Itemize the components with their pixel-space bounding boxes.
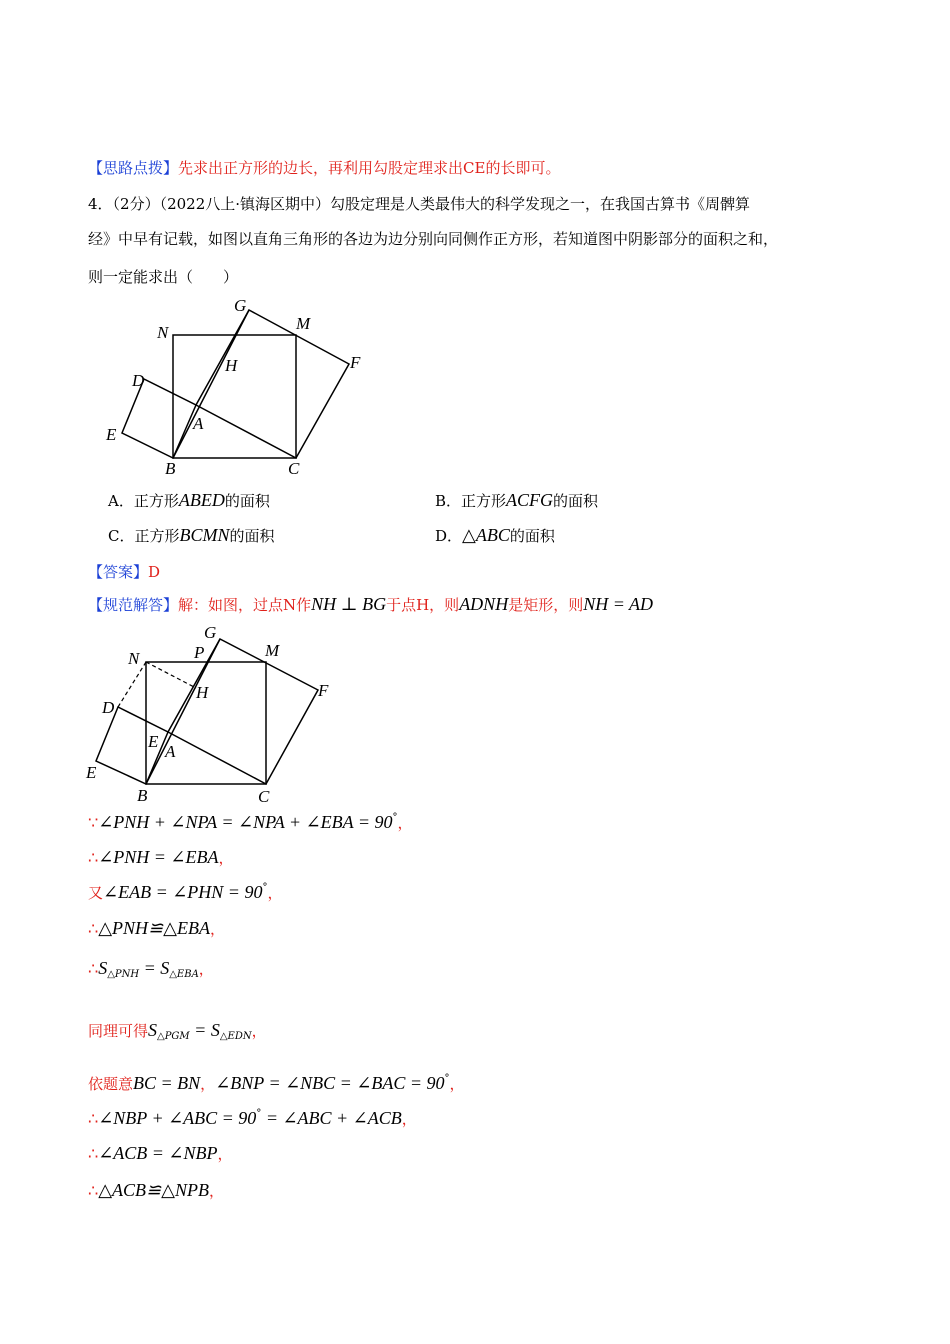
step-9-lead: ∴ xyxy=(88,1144,99,1163)
solution-tag: 【规范解答】 xyxy=(88,596,179,614)
step-8 xyxy=(88,1108,417,1129)
option-d-letter: D． xyxy=(435,527,463,545)
question-line-3: 则一定能求出（ ） xyxy=(88,268,239,286)
figure-1 xyxy=(100,295,380,480)
label2-b: B xyxy=(137,786,148,805)
step-8-lead: ∴ xyxy=(88,1109,99,1128)
step-3-tail: ， xyxy=(267,884,283,902)
option-d xyxy=(435,525,555,546)
step-3-deg: ° xyxy=(262,882,268,893)
step-7-expr2: ∠BNP = ∠NBC = ∠BAC = 90 xyxy=(215,1073,445,1093)
step-1-tail: ， xyxy=(397,814,413,832)
label2-p: P xyxy=(194,643,205,662)
step-10-expr: △ACB≌△NPB xyxy=(98,1180,209,1200)
step-7-tail: ， xyxy=(449,1075,465,1093)
step-5-eq: = xyxy=(139,958,161,978)
square-acfg-2 xyxy=(168,639,318,784)
square-bcmn-2 xyxy=(146,662,266,784)
step-10-tail: ， xyxy=(208,1182,224,1200)
option-c-math: BCMN xyxy=(179,525,230,545)
step-8-expr3: = ∠ABC + ∠ACB xyxy=(261,1108,402,1128)
option-a-letter: A． xyxy=(108,492,134,510)
option-b-suffix: 的面积 xyxy=(553,492,599,510)
step-10 xyxy=(88,1180,224,1201)
label-a: A xyxy=(193,414,204,433)
label2-m: M xyxy=(265,641,280,660)
label-h: H xyxy=(225,356,238,375)
label2-d: D xyxy=(102,698,115,717)
option-d-math: △ABC xyxy=(462,525,510,545)
step-6-eq: = xyxy=(189,1020,211,1040)
option-a xyxy=(108,490,270,511)
option-a-prefix: 正方形 xyxy=(133,492,179,510)
square-bcmn xyxy=(173,335,296,458)
step-4 xyxy=(88,918,225,939)
step-5-s2: S xyxy=(160,958,170,978)
option-c-suffix: 的面积 xyxy=(229,527,275,545)
dashed-nh xyxy=(146,662,196,688)
step-5 xyxy=(88,958,214,980)
hint-line xyxy=(88,157,560,178)
step-5-s1-sub: △PNH xyxy=(107,969,140,980)
step-9-expr: ∠ACB = ∠NBP xyxy=(98,1143,218,1163)
step-8-deg: ° xyxy=(256,1108,262,1119)
label2-g: G xyxy=(204,623,217,642)
step-6-s2: S xyxy=(210,1020,220,1040)
segment-gb-2 xyxy=(146,639,220,784)
option-a-suffix: 的面积 xyxy=(224,492,270,510)
solution-math-1: NH ⊥ BG xyxy=(311,594,387,614)
step-6-s2-sub: △EDN xyxy=(219,1031,252,1042)
step-7-mid: ， xyxy=(200,1075,216,1093)
step-6-s1-sub: △PGM xyxy=(157,1031,190,1042)
step-5-s2-sub: △EBA xyxy=(169,969,199,980)
step-6 xyxy=(88,1020,267,1042)
solution-math-2: ADNH xyxy=(459,594,509,614)
step-9-tail: ， xyxy=(217,1145,233,1163)
solution-math-3: NH = AD xyxy=(583,594,654,614)
option-c-letter: C． xyxy=(108,527,135,545)
question-line-1: 4．（2分）（2022八上·镇海区期中）勾股定理是人类最伟大的科学发现之一，在我国古算书《周髀算 xyxy=(88,195,751,213)
square-abed xyxy=(122,379,196,458)
option-c-prefix: 正方形 xyxy=(134,527,180,545)
option-d-suffix: 的面积 xyxy=(509,527,555,545)
step-7-deg: ° xyxy=(444,1073,450,1084)
figure-2 xyxy=(80,620,350,810)
step-4-expr: △PNH≌△EBA xyxy=(98,918,210,938)
step-5-tail: ， xyxy=(198,960,214,978)
step-2-expr: ∠PNH = ∠EBA xyxy=(98,847,219,867)
step-1-deg: ° xyxy=(392,812,398,823)
step-8-tail: ， xyxy=(401,1110,417,1128)
step-1-lead: ∵ xyxy=(88,813,99,832)
label-b: B xyxy=(165,459,176,478)
answer-tag: 【答案】 xyxy=(88,563,149,581)
step-3 xyxy=(88,882,282,903)
step-3-lead: 又 xyxy=(88,884,104,902)
label2-e: E xyxy=(148,732,159,751)
step-7-expr: BC = BN xyxy=(133,1073,201,1093)
step-9 xyxy=(88,1143,233,1164)
step-5-s1: S xyxy=(98,958,108,978)
step-2-lead: ∴ xyxy=(88,848,99,867)
step-6-lead: 同理可得 xyxy=(88,1022,149,1040)
step-8-expr: ∠NBP + ∠ABC = 90 xyxy=(98,1108,257,1128)
label-e: E xyxy=(106,425,117,444)
option-c xyxy=(108,525,275,546)
label2-a: A xyxy=(165,742,176,761)
solution-text-3: 是矩形，则 xyxy=(508,596,584,614)
step-1 xyxy=(88,812,412,833)
step-4-lead: ∴ xyxy=(88,919,99,938)
solution-text-2: 于点H，则 xyxy=(386,596,460,614)
label-f: F xyxy=(350,353,361,372)
label-m: M xyxy=(296,314,311,333)
solution-intro xyxy=(88,594,653,615)
step-10-lead: ∴ xyxy=(88,1181,99,1200)
label2-n: N xyxy=(128,649,140,668)
step-3-expr: ∠EAB = ∠PHN = 90 xyxy=(103,882,263,902)
label-g: G xyxy=(234,296,247,315)
hint-text: 先求出正方形的边长，再利用勾股定理求出CE的长即可。 xyxy=(178,159,561,177)
solution-text-1: 解：如图，过点N作 xyxy=(178,596,312,614)
label2-e-outer: E xyxy=(86,763,97,782)
question-line-2: 经》中早有记载，如图以直角三角形的各边为边分别向同侧作正方形，若知道图中阴影部分的面积之和， xyxy=(88,230,779,248)
label-n: N xyxy=(157,323,169,342)
step-6-s1: S xyxy=(148,1020,158,1040)
label2-h: H xyxy=(196,683,209,702)
option-b xyxy=(435,490,598,511)
square-acfg xyxy=(196,310,349,458)
option-a-math: ABED xyxy=(178,490,225,510)
hint-tag: 【思路点拨】 xyxy=(88,159,179,177)
option-b-letter: B． xyxy=(435,492,462,510)
option-b-math: ACFG xyxy=(506,490,554,510)
step-1-expr: ∠PNH + ∠NPA = ∠NPA + ∠EBA = 90 xyxy=(98,812,393,832)
step-2-tail: ， xyxy=(218,849,234,867)
label-d: D xyxy=(132,371,145,390)
label2-c: C xyxy=(258,787,270,806)
label2-f: F xyxy=(318,681,329,700)
label-c: C xyxy=(288,459,300,478)
option-b-prefix: 正方形 xyxy=(461,492,507,510)
step-5-lead: ∴ xyxy=(88,959,99,978)
answer-line xyxy=(88,561,160,582)
segment-gb xyxy=(173,310,249,458)
step-4-tail: ， xyxy=(209,920,225,938)
step-6-tail: ， xyxy=(251,1022,267,1040)
step-7 xyxy=(88,1073,465,1094)
step-2 xyxy=(88,847,234,868)
answer-value: D xyxy=(148,563,161,581)
step-7-lead: 依题意 xyxy=(88,1075,134,1093)
dashed-nd xyxy=(118,662,146,707)
